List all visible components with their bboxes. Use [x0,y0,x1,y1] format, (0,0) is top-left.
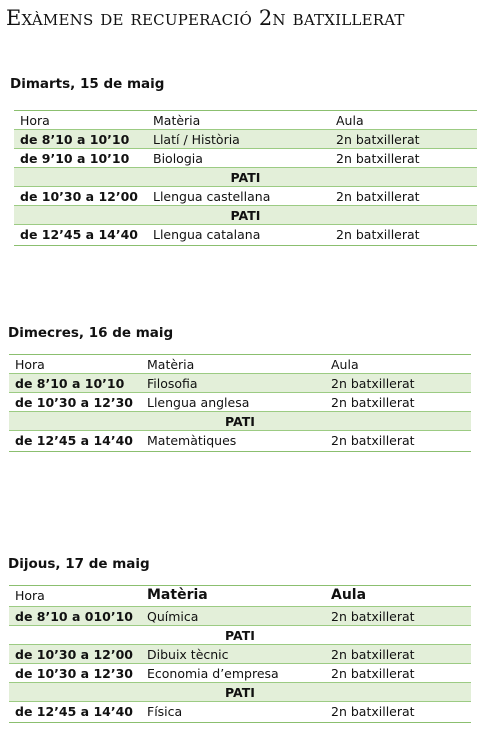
cell-hora: de 12’45 a 14’40 [20,227,138,242]
day-heading: Dimarts, 15 de maig [10,76,165,92]
cell-materia: Llengua castellana [153,189,271,204]
table-row [14,187,477,206]
cell-aula: 2n batxillerat [336,227,420,242]
cell-materia: Química [147,609,199,624]
header-hora: Hora [20,113,50,128]
cell-materia: Llatí / Història [153,132,240,147]
cell-hora: de 10’30 a 12’30 [15,666,133,681]
header-aula: Aula [336,113,364,128]
header-hora: Hora [15,357,45,372]
table-header-row [14,110,477,130]
header-aula: Aula [331,587,367,603]
cell-materia: Economia d’empresa [147,666,279,681]
exam-table [9,585,471,723]
table-row [9,431,471,452]
break-row [9,626,471,645]
cell-materia: Biologia [153,151,203,166]
cell-aula: 2n batxillerat [336,189,420,204]
header-materia: Matèria [153,113,201,128]
table-row [9,645,471,664]
cell-aula: 2n batxillerat [331,609,415,624]
header-aula: Aula [331,357,359,372]
page-title: Exàmens de recuperació 2n batxillerat [6,6,405,30]
break-row [9,412,471,431]
cell-materia: Llengua anglesa [147,395,250,410]
cell-aula: 2n batxillerat [331,704,415,719]
exam-table [14,110,477,246]
day-heading: Dimecres, 16 de maig [8,325,174,341]
table-row [9,607,471,626]
table-row [9,374,471,393]
cell-materia: Matemàtiques [147,433,237,448]
cell-materia: Física [147,704,183,719]
table-row [14,225,477,246]
cell-aula: 2n batxillerat [331,395,415,410]
cell-hora: de 9’10 a 10’10 [20,151,130,166]
cell-aula: 2n batxillerat [331,647,415,662]
cell-materia: Filosofia [147,376,198,391]
cell-hora: de 10’30 a 12’00 [15,647,133,662]
cell-hora: de 8’10 a 10’10 [15,376,125,391]
cell-hora: de 10’30 a 12’30 [15,395,133,410]
break-row [14,206,477,225]
exam-table [9,354,471,452]
cell-materia: Llengua catalana [153,227,261,242]
table-row [9,702,471,723]
header-materia: Matèria [147,357,195,372]
cell-hora: de 12’45 a 14’40 [15,433,133,448]
cell-hora: de 10’30 a 12’00 [20,189,138,204]
header-hora: Hora [15,588,45,603]
cell-aula: 2n batxillerat [331,433,415,448]
cell-hora: de 8’10 a 010’10 [15,609,133,624]
table-header-row [9,585,471,607]
table-header-row [9,354,471,374]
cell-hora: de 8’10 a 10’10 [20,132,130,147]
break-label: PATI [225,414,255,429]
table-row [14,149,477,168]
break-label: PATI [225,628,255,643]
table-row [14,130,477,149]
break-row [14,168,477,187]
table-row [9,393,471,412]
cell-aula: 2n batxillerat [336,151,420,166]
cell-aula: 2n batxillerat [331,376,415,391]
break-label: PATI [230,170,261,185]
header-materia: Matèria [147,587,208,603]
cell-materia: Dibuix tècnic [147,647,229,662]
cell-hora: de 12’45 a 14’40 [15,704,133,719]
break-label: PATI [225,685,255,700]
day-heading: Dijous, 17 de maig [8,556,150,572]
table-row [9,664,471,683]
break-row [9,683,471,702]
cell-aula: 2n batxillerat [336,132,420,147]
break-label: PATI [230,208,261,223]
cell-aula: 2n batxillerat [331,666,415,681]
